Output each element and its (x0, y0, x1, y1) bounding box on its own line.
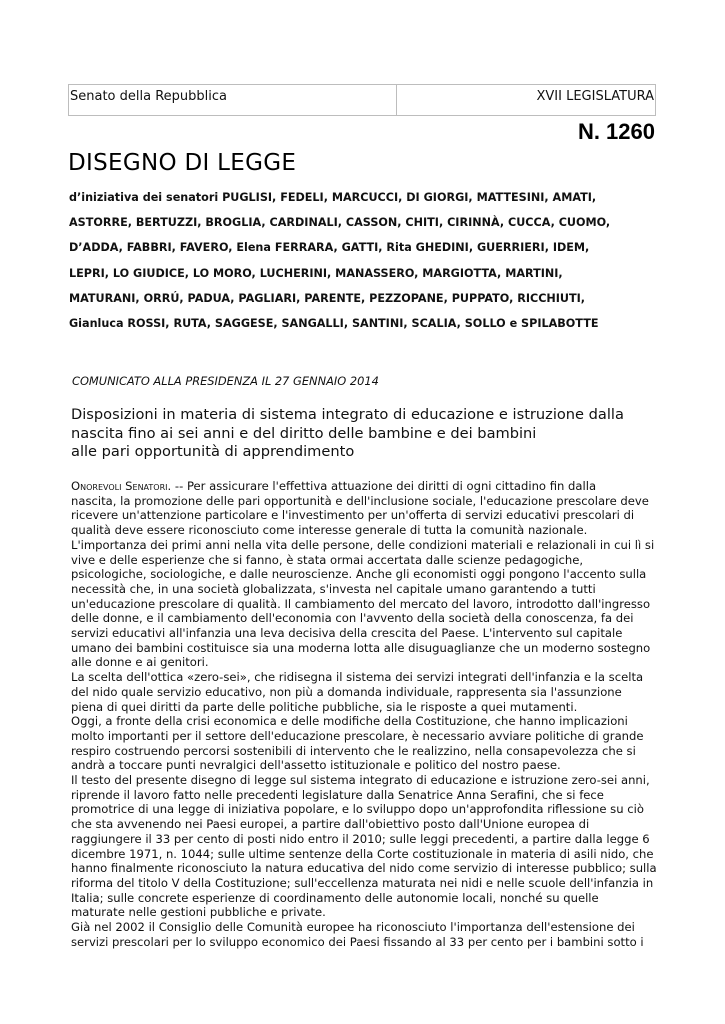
body-line: La scelta dell'ottica «zero-sei», che ridisegna il sistema dei servizi integrati dell'infanzia e la scelta (71, 670, 644, 685)
body-line: umano dei bambini costituisce sia una moderna lotta alle disuguaglianze che un moderno sostegno (71, 640, 651, 655)
subject-line: Disposizioni in materia di sistema integrato di educazione e istruzione dalla (71, 406, 624, 423)
body-line: vive e delle esperienze che si fanno, è stata ormai accertata dalle scienze pedagogiche, (71, 552, 584, 567)
body-line: hanno finalmente riconosciuto la natura educativa del nido come servizio di interesse pubblico; sulla (71, 861, 657, 876)
body-line: maturate nelle gestioni pubbliche e private. (71, 905, 326, 920)
body-line: andrà a toccare punti nevralgici dell'assetto istituzionale e politico del nostro paese. (71, 758, 561, 773)
senators-line: LEPRI, LO GIUDICE, LO MORO, LUCHERINI, MANASSERO, MARGIOTTA, MARTINI, (69, 266, 563, 280)
body-line: psicologiche, sociologiche, e dalle neuroscienze. Anche gli economisti oggi pongono l'accento sulla (71, 567, 647, 582)
senators-line: Gianluca ROSSI, RUTA, SAGGESE, SANGALLI, SANTINI, SCALIA, SOLLO e SPILABOTTE (69, 317, 599, 331)
senators-list (69, 185, 669, 336)
body-line: dicembre 1971, n. 1044; sulle ultime sentenze della Corte costituzionale in materia di asili nido, che (71, 846, 654, 861)
body-line: ricevere un'attenzione particolare e l'investimento per un'offerta di servizi educativi prescolari di (71, 508, 635, 523)
body-line: piena di quei diritti da parte delle politiche pubbliche, sia le risposte a quei mutamenti. (71, 699, 578, 714)
subject-line: nascita fino ai sei anni e del diritto delle bambine e dei bambini (71, 424, 537, 442)
document-type-title: DISEGNO DI LEGGE (68, 150, 297, 176)
body-line: promotrice di una legge di iniziativa popolare, e lo sviluppo dopo un'approfondita riflessione su ciò (71, 802, 644, 817)
body-line: raggiungere il 33 per cento di posti nido entro il 2010; sulle leggi precedenti, a partire dalla legge 6 (71, 831, 650, 846)
communication-date: COMUNICATO ALLA PRESIDENZA IL 27 GENNAIO 2014 (72, 374, 379, 388)
body-line: delle donne, e il cambiamento dell'economia con l'avvento della società della conoscenza, fa dei (71, 611, 634, 626)
body-line: Già nel 2002 il Consiglio delle Comunità europee ha riconosciuto l'importanza dell'estensione dei (71, 920, 635, 935)
body-text (71, 479, 671, 950)
body-line: L'importanza dei primi anni nella vita delle persone, delle condizioni materiali e relazionali in cui lì si (71, 537, 655, 552)
body-line: nascita, la promozione delle pari opportunità e dell'inclusione sociale, l'educazione prescolare deve (71, 493, 649, 508)
body-line: Italia; sulle concrete esperienze di coordinamento delle autonomie locali, nonché su quelle (71, 890, 599, 905)
legislature-label: XVII LEGISLATURA (536, 89, 654, 104)
body-line: servizi educativi all'infanzia una leva decisiva della crescita del Paese. L'intervento sul capitale (71, 626, 623, 641)
bill-subject (71, 406, 691, 462)
body-line: riforma del titolo V della Costituzione; sull'eccellenza maturata nei nidi e nelle scuole dell'infanzia in (71, 875, 654, 890)
body-line: respiro costruendo percorsi sostenibili di intervento che le realizzino, nella consapevolezza che si (71, 743, 636, 758)
body-line: Oggi, a fronte della crisi economica e delle modifiche della Costituzione, che hanno implicazioni (71, 714, 628, 729)
institution-name: Senato della Repubblica (69, 85, 397, 115)
body-line: riprende il lavoro fatto nelle precedenti legislature dalla Senatrice Anna Serafini, che si fece (71, 787, 604, 802)
body-line: alle donne e ai genitori. (71, 655, 209, 670)
body-line: del nido quale servizio educativo, non più a domanda individuale, rappresenta sia l'assunzione (71, 684, 622, 699)
body-first-line (71, 479, 671, 494)
bill-number: N. 1260 (577, 119, 655, 144)
body-line: che sta avvenendo nei Paesi europei, a partire dall'obiettivo posto dall'Unione europea di (71, 817, 590, 832)
senators-line: D’ADDA, FABBRI, FAVERO, Elena FERRARA, GATTI, Rita GHEDINI, GUERRIERI, IDEM, (69, 241, 590, 255)
senators-line: MATURANI, ORRÚ, PADUA, PAGLIARI, PARENTE, PEZZOPANE, PUPPATO, RICCHIUTI, (69, 291, 586, 305)
senators-line: d’iniziativa dei senatori PUGLISI, FEDELI, MARCUCCI, DI GIORGI, MATTESINI, AMATI, (69, 191, 597, 204)
senators-line: ASTORRE, BERTUZZI, BROGLIA, CARDINALI, CASSON, CHITI, CIRINNÀ, CUCCA, CUOMO, (69, 216, 611, 230)
body-line: servizi prescolari per lo sviluppo economico dei Paesi fissando al 33 per cento per i bambini sotto i (71, 934, 644, 949)
body-line: qualità deve essere riconosciuto come interesse generale di tutta la comunità nazionale. (71, 523, 588, 538)
body-line: Il testo del presente disegno di legge sul sistema integrato di educazione e istruzione zero-sei anni, (71, 773, 650, 788)
body-line: un'educazione prescolare di qualità. Il cambiamento del mercato del lavoro, introdotto dall'ingresso (71, 596, 651, 611)
header-table (68, 84, 656, 116)
subject-line: alle pari opportunità di apprendimento (71, 443, 355, 460)
body-line: necessità che, in una società globalizzata, s'investa nel capitale umano garantendo a tutti (71, 581, 596, 596)
salutation: Onorevoli Senatori. (71, 479, 172, 493)
body-first-line-rest: -- Per assicurare l'effettiva attuazione dei diritti di ogni cittadino fin dalla (171, 479, 597, 493)
body-line: molto importanti per il settore dell'educazione prescolare, è necessario avviare politiche di grande (71, 728, 644, 743)
